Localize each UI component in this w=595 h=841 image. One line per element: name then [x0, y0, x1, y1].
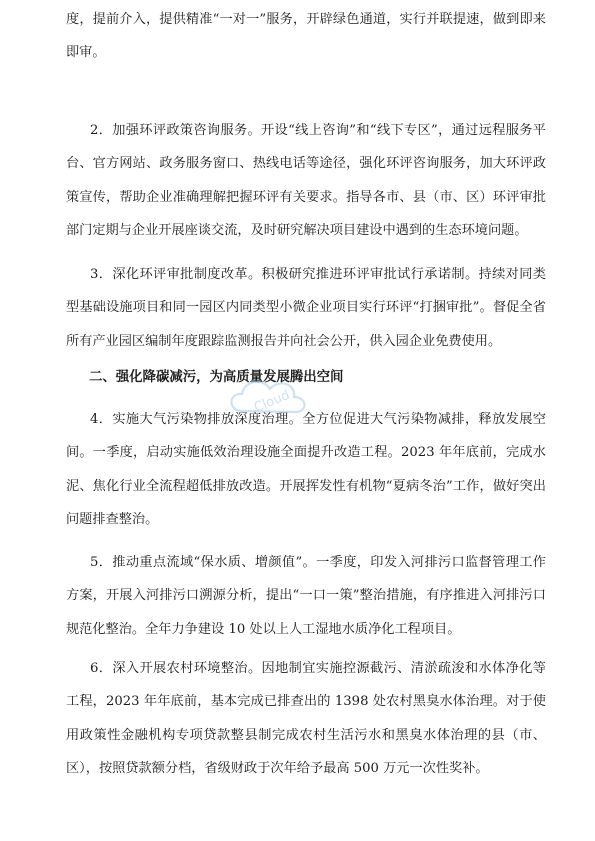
section-heading: 二、强化降碳减污，为高质量发展腾出空间 — [89, 370, 344, 385]
paragraph-continuation: 度，提前介入，提供精准“一对一”服务，开辟绿色通道，实行并联提速，做到即来即审。 — [66, 12, 546, 61]
paragraph-item-5: 5．推动重点流域“保水质、增颜值”。一季度，印发入河排污口监督管理工作方案，开展入河排污口溯源分析，提出“一口一策”整治措施，有序推进入河排污口规范化整治。全年力争建设 10 处以上人工湿地水质净化工程项目。 — [66, 555, 546, 637]
paragraph-item-2: 2．加强环评政策咨询服务。开设“线上咨询”和“线下专区”，通过远程服务平台、官方网站、政务服务窗口、热线电话等途径，强化环评咨询服务，加大环评政策宣传，帮助企业准确理解把握环评有关要求。指导各市、县（市、区）环评审批部门定期与企业开展座谈交流，及时研究解决项目建设中遇到的生态环境问题。 — [66, 123, 546, 239]
svg-text:Cloud: Cloud — [251, 387, 293, 416]
paragraph-item-6: 6．深入开展农村环境整治。因地制宜实施控源截污、清淤疏浚和水体净化等工程，2023 年年底前，基本完成已排查出的 1398 处农村黑臭水体治理。对于使用政策性金融机构专项贷款整县制完成农村生活污水和黑臭水体治理的县（市、区），按照贷款额分档，省级财政于次年给予最高 500 万元一次性奖补。 — [66, 661, 546, 777]
paragraph-item-4: 4．实施大气污染物排放深度治理。全方位促进大气污染物减排，释放发展空间。一季度，启动实施低效治理设施全面提升改造工程。2023 年年底前，完成水泥、焦化行业全流程超低排放改造。开展挥发性有机物“夏病冬治”工作，做好突出问题排查整治。 — [66, 412, 546, 528]
paragraph-item-3: 3．深化环评审批制度改革。积极研究推进环评审批试行承诺制。持续对同类型基础设施项目和同一园区内同类型小微企业项目实行环评“打捆审批”。督促全省所有产业园区编制年度跟踪监测报告并向社会公开，供入园企业免费使用。 — [66, 267, 546, 349]
